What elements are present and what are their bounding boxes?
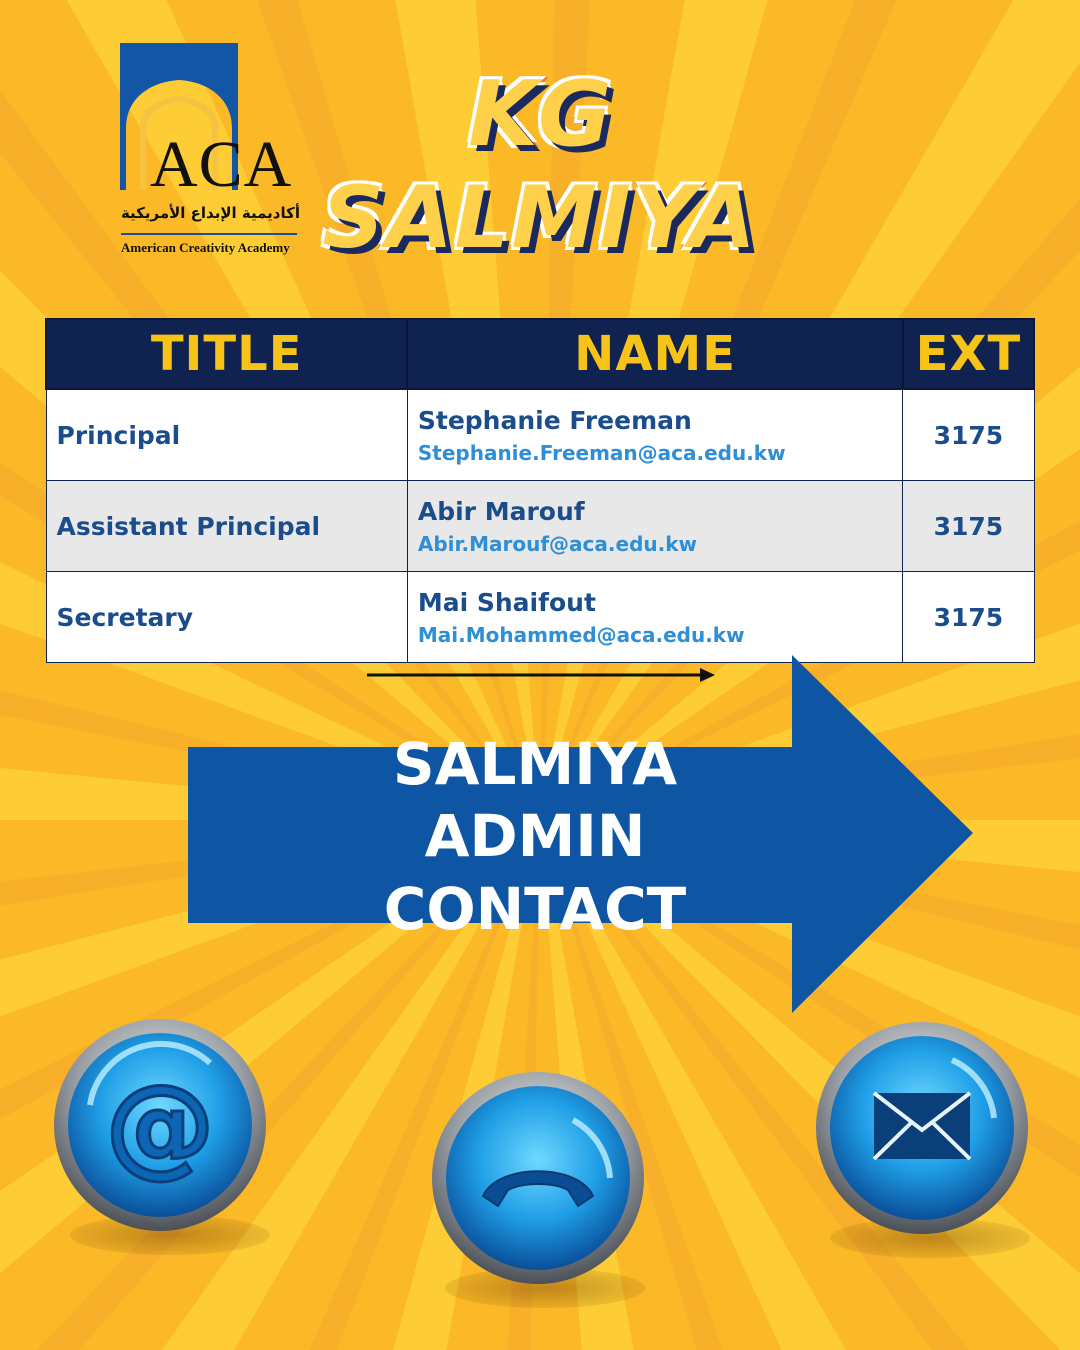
- banner-line-1: SALMIYA: [392, 730, 678, 798]
- contact-name: Abir Marouf: [417, 496, 585, 526]
- contact-table: [45, 318, 1035, 663]
- contact-name: Mai Shaifout: [417, 587, 596, 617]
- logo-english-name: American Creativity Academy: [121, 240, 290, 255]
- row-ext: 3175: [903, 481, 1034, 572]
- header-name: NAME: [407, 319, 903, 389]
- row-name-cell: [407, 481, 903, 572]
- row-ext: 3175: [903, 389, 1034, 481]
- row-title: Assistant Principal: [46, 481, 407, 572]
- banner-line-2: ADMIN: [424, 802, 646, 870]
- contact-email-link[interactable]: Stephanie.Freeman@aca.edu.kw: [417, 440, 786, 465]
- svg-text:@: @: [105, 1061, 215, 1189]
- table-row: [46, 572, 1034, 663]
- at-sign-icon[interactable]: [50, 1015, 270, 1235]
- row-name-cell: [407, 389, 903, 481]
- envelope-icon[interactable]: [812, 1018, 1032, 1238]
- heading-salmiya: SALMIYA: [322, 168, 758, 268]
- logo-divider: [121, 233, 297, 235]
- logo-arabic-name: أكاديمية الإبداع الأمريكية: [120, 204, 300, 222]
- logo-wordmark: ACA: [150, 128, 293, 201]
- table-header-row: [46, 319, 1034, 389]
- table-row: [46, 389, 1034, 481]
- row-name-cell: [407, 572, 903, 663]
- row-ext: 3175: [903, 572, 1034, 663]
- contact-email-link[interactable]: Abir.Marouf@aca.edu.kw: [417, 531, 697, 556]
- banner-line-3: CONTACT: [383, 875, 687, 943]
- contact-name: Stephanie Freeman: [417, 405, 692, 435]
- heading-kg: KG: [468, 62, 612, 167]
- header-title: TITLE: [46, 319, 407, 389]
- table-row: [46, 481, 1034, 572]
- contact-email-link[interactable]: Mai.Mohammed@aca.edu.kw: [417, 622, 745, 647]
- row-title: Principal: [46, 389, 407, 481]
- phone-icon[interactable]: [428, 1068, 648, 1288]
- header-ext: EXT: [903, 319, 1034, 389]
- row-title: Secretary: [46, 572, 407, 663]
